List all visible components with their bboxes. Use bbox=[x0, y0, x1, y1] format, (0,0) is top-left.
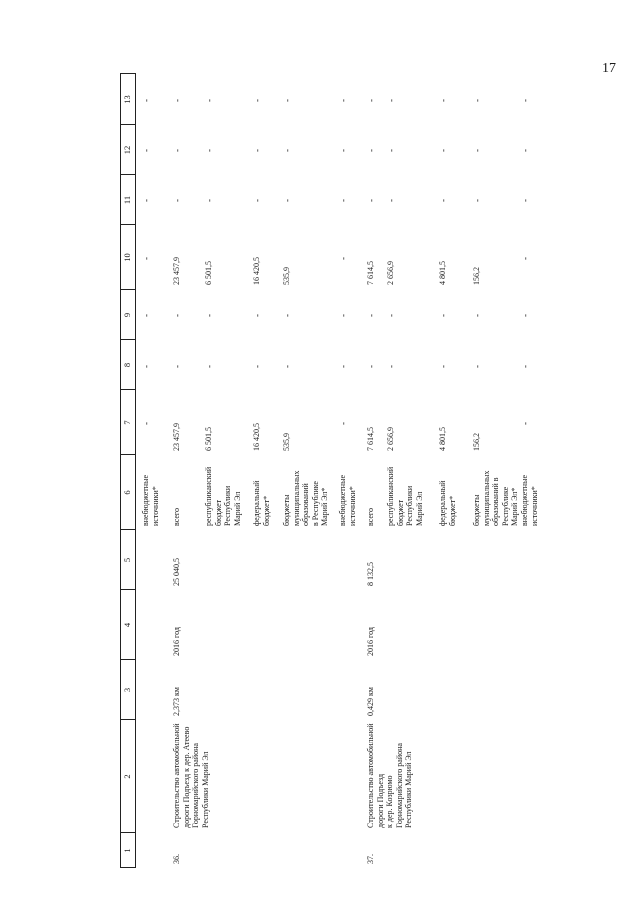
total-cost: 25 040,5 bbox=[172, 558, 181, 586]
budget-table bbox=[120, 73, 560, 868]
value-cell: - bbox=[386, 99, 396, 102]
column-header: 5 bbox=[122, 557, 132, 563]
value-cell: 16 420,5 bbox=[252, 423, 261, 451]
value-cell: - bbox=[338, 422, 348, 425]
column-header: 6 bbox=[122, 490, 132, 495]
value-cell: - bbox=[141, 149, 151, 152]
construction-year: 2016 год bbox=[172, 627, 181, 656]
value-cell: - bbox=[438, 199, 448, 202]
column-header: 11 bbox=[122, 195, 132, 205]
value-cell: 23 457,9 bbox=[172, 423, 181, 451]
value-cell: - bbox=[204, 365, 214, 368]
value-cell: - bbox=[252, 314, 262, 317]
value-cell: - bbox=[204, 99, 214, 102]
value-cell: 535,9 bbox=[282, 433, 291, 451]
value-cell: - bbox=[141, 365, 151, 368]
value-cell: - bbox=[338, 257, 348, 260]
value-cell: - bbox=[520, 257, 530, 260]
column-header: 13 bbox=[122, 95, 132, 104]
value-cell: - bbox=[338, 314, 348, 317]
column-header: 7 bbox=[122, 420, 132, 425]
source-label: бюджеты муниципальных образований в Республике Марий Эл* bbox=[282, 470, 330, 526]
value-cell: - bbox=[472, 99, 482, 102]
value-cell: - bbox=[472, 149, 482, 152]
value-cell: - bbox=[172, 314, 182, 317]
value-cell: 23 457,9 bbox=[172, 257, 181, 285]
value-cell: - bbox=[366, 199, 376, 202]
column-header: 12 bbox=[122, 145, 132, 155]
value-cell: - bbox=[472, 314, 482, 317]
road-length: 2,373 км bbox=[172, 687, 181, 716]
header-bottom-rule bbox=[135, 73, 136, 868]
value-cell: - bbox=[204, 149, 214, 152]
value-cell: - bbox=[472, 199, 482, 202]
value-cell: - bbox=[438, 99, 448, 102]
column-header: 2 bbox=[122, 774, 132, 779]
value-cell: - bbox=[520, 314, 530, 317]
value-cell: - bbox=[338, 99, 348, 102]
value-cell: 2 656,9 bbox=[386, 427, 395, 451]
source-label: внебюджетные источники* bbox=[338, 475, 357, 526]
value-cell: - bbox=[366, 314, 376, 317]
value-cell: - bbox=[282, 99, 292, 102]
value-cell: - bbox=[520, 365, 530, 368]
row-number: 37. bbox=[366, 854, 375, 864]
source-label: всего bbox=[366, 507, 375, 526]
value-cell: 7 614,5 bbox=[366, 261, 375, 285]
value-cell: 4 801,5 bbox=[438, 261, 447, 285]
value-cell: - bbox=[338, 199, 348, 202]
source-label: федеральный бюджет* bbox=[252, 480, 271, 526]
value-cell: 4 801,5 bbox=[438, 427, 447, 451]
column-header: 4 bbox=[122, 622, 132, 628]
column-header: 9 bbox=[122, 312, 132, 318]
value-cell: - bbox=[472, 365, 482, 368]
value-cell: - bbox=[520, 199, 530, 202]
value-cell: - bbox=[172, 149, 182, 152]
column-header: 3 bbox=[122, 687, 132, 693]
source-label: внебюджетные источники* bbox=[520, 475, 539, 526]
value-cell: - bbox=[438, 365, 448, 368]
value-cell: - bbox=[141, 99, 151, 102]
value-cell: 156,2 bbox=[472, 267, 481, 285]
value-cell: - bbox=[438, 314, 448, 317]
project-name: Строительство автомобильной дороги Подъезд к дер. Атеево Горномарийского района Республики Марий Эл bbox=[172, 723, 210, 828]
page-number: 17 bbox=[602, 61, 616, 76]
source-label: республиканский бюджет Республики Марий Эл bbox=[204, 466, 242, 526]
value-cell: - bbox=[520, 99, 530, 102]
value-cell: - bbox=[252, 149, 262, 152]
value-cell: - bbox=[252, 199, 262, 202]
value-cell: - bbox=[252, 365, 262, 368]
value-cell: - bbox=[366, 99, 376, 102]
value-cell: - bbox=[141, 257, 151, 260]
value-cell: - bbox=[204, 314, 214, 317]
value-cell: 16 420,5 bbox=[252, 257, 261, 285]
value-cell: - bbox=[366, 149, 376, 152]
column-header: 10 bbox=[122, 253, 132, 262]
total-cost: 8 132,5 bbox=[366, 562, 375, 586]
value-cell: - bbox=[438, 149, 448, 152]
value-cell: - bbox=[204, 199, 214, 202]
value-cell: - bbox=[141, 422, 151, 425]
source-label: бюджеты муниципальных образований в Республике Марий Эл* bbox=[472, 470, 520, 526]
value-cell: - bbox=[252, 99, 262, 102]
value-cell: - bbox=[338, 365, 348, 368]
road-length: 0,429 км bbox=[366, 687, 375, 716]
value-cell: - bbox=[282, 149, 292, 152]
value-cell: 6 501,5 bbox=[204, 261, 213, 285]
value-cell: - bbox=[520, 149, 530, 152]
value-cell: - bbox=[282, 365, 292, 368]
value-cell: - bbox=[172, 365, 182, 368]
value-cell: - bbox=[338, 149, 348, 152]
value-cell: - bbox=[386, 314, 396, 317]
value-cell: - bbox=[386, 199, 396, 202]
value-cell: - bbox=[386, 149, 396, 152]
value-cell: - bbox=[172, 199, 182, 202]
value-cell: 535,9 bbox=[282, 267, 291, 285]
value-cell: - bbox=[282, 314, 292, 317]
value-cell: 7 614,5 bbox=[366, 427, 375, 451]
source-label: федеральный бюджет* bbox=[438, 480, 457, 526]
value-cell: 6 501,5 bbox=[204, 427, 213, 451]
value-cell: - bbox=[520, 422, 530, 425]
value-cell: - bbox=[366, 365, 376, 368]
project-name: Строительство автомобильной дороги Подъезд к дер. Козрюмо Горномарийского района Республики Марий Эл bbox=[366, 723, 414, 828]
construction-year: 2016 год bbox=[366, 627, 375, 656]
value-cell: 156,2 bbox=[472, 433, 481, 451]
source-label: республиканский бюджет Республики Марий Эл bbox=[386, 466, 424, 526]
value-cell: - bbox=[282, 199, 292, 202]
value-cell: - bbox=[386, 365, 396, 368]
value-cell: - bbox=[172, 99, 182, 102]
value-cell: - bbox=[141, 199, 151, 202]
column-header: 1 bbox=[122, 848, 132, 853]
value-cell: 2 656,9 bbox=[386, 261, 395, 285]
source-label: внебюджетные источники* bbox=[141, 475, 160, 526]
row-number: 36. bbox=[172, 854, 181, 864]
value-cell: - bbox=[141, 314, 151, 317]
source-label: всего bbox=[172, 507, 181, 526]
column-header: 8 bbox=[122, 362, 132, 368]
